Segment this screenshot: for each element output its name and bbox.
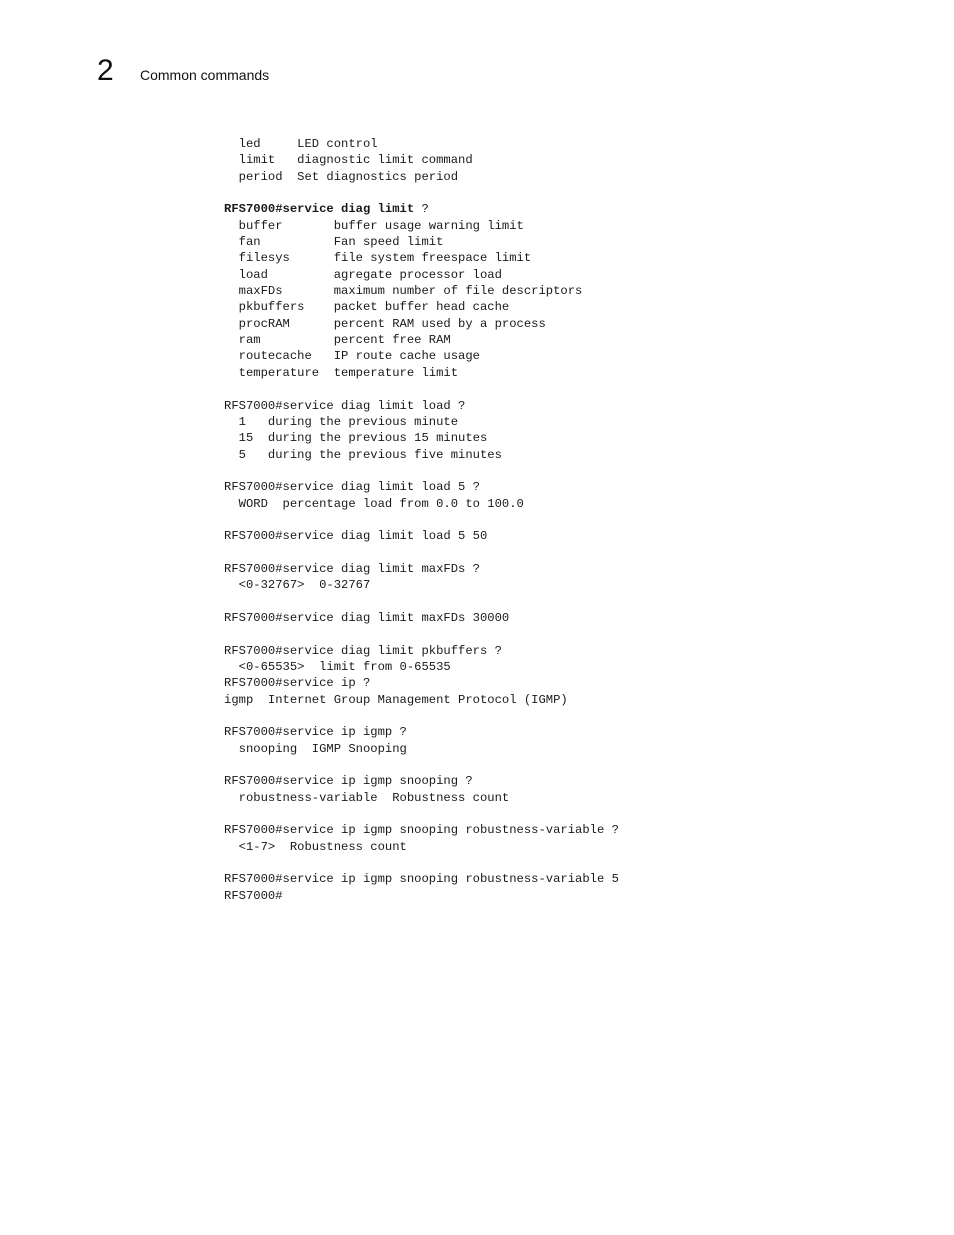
page-header <box>97 54 269 88</box>
code-line: <1-7> Robustness count <box>224 839 407 854</box>
code-line: RFS7000#service diag limit maxFDs 30000 <box>224 610 510 625</box>
section-title: Common commands <box>140 67 270 83</box>
code-line <box>224 545 619 561</box>
code-line: RFS7000# <box>224 888 283 903</box>
code-line: filesys file system freespace limit <box>224 251 532 266</box>
code-line: led LED control <box>224 137 378 151</box>
code-line <box>224 757 619 773</box>
command-output-block <box>224 136 619 904</box>
bold-command-text: RFS7000#service diag limit <box>224 202 415 217</box>
code-line: snooping IGMP Snooping <box>224 741 407 756</box>
code-line: RFS7000#service diag limit load 5 50 <box>224 529 488 544</box>
code-line: load agregate processor load <box>224 267 502 282</box>
code-line: temperature temperature limit <box>224 365 459 380</box>
code-line: maxFDs maximum number of file descriptors <box>224 284 583 299</box>
code-line <box>224 463 619 479</box>
code-line: igmp Internet Group Management Protocol (IGMP) <box>224 692 568 707</box>
code-line <box>224 381 619 397</box>
code-line: <0-32767> 0-32767 <box>224 578 371 593</box>
chapter-number: 2 <box>97 54 114 87</box>
code-line: RFS7000#service diag limit pkbuffers ? <box>224 643 502 658</box>
code-line: buffer buffer usage warning limit <box>224 218 524 233</box>
code-line <box>224 806 619 822</box>
code-line: RFS7000#service ip igmp ? <box>224 725 407 740</box>
code-line <box>224 708 619 724</box>
code-line: RFS7000#service ip igmp snooping robustness-variable ? <box>224 823 619 838</box>
code-line <box>224 626 619 642</box>
code-line: 5 during the previous five minutes <box>224 447 502 462</box>
code-line: period Set diagnostics period <box>224 169 459 184</box>
code-line: fan Fan speed limit <box>224 235 444 250</box>
code-line: routecache IP route cache usage <box>224 349 480 364</box>
code-line: RFS7000#service diag limit load 5 ? <box>224 480 480 495</box>
code-line: <0-65535> limit from 0-65535 <box>224 660 451 674</box>
bold-command-suffix: ? <box>414 202 429 217</box>
code-line: RFS7000#service diag limit load ? <box>224 398 466 413</box>
code-line <box>224 855 619 871</box>
code-line: pkbuffers packet buffer head cache <box>224 300 510 315</box>
code-line <box>224 185 619 201</box>
code-line: RFS7000#service ip igmp snooping ? <box>224 774 473 789</box>
code-line: limit diagnostic limit command <box>224 153 473 168</box>
code-line-bold-command <box>224 201 619 217</box>
code-line: procRAM percent RAM used by a process <box>224 316 546 331</box>
code-line: WORD percentage load from 0.0 to 100.0 <box>224 496 524 511</box>
code-line: RFS7000#service ip igmp snooping robustness-variable 5 <box>224 872 619 887</box>
code-line: robustness-variable Robustness count <box>224 790 510 805</box>
code-line: RFS7000#service ip ? <box>224 676 371 691</box>
code-line: ram percent free RAM <box>224 333 451 348</box>
code-line <box>224 512 619 528</box>
code-line: RFS7000#service diag limit maxFDs ? <box>224 561 480 576</box>
code-line: 15 during the previous 15 minutes <box>224 431 488 446</box>
code-line: 1 during the previous minute <box>224 414 459 429</box>
code-line <box>224 594 619 610</box>
